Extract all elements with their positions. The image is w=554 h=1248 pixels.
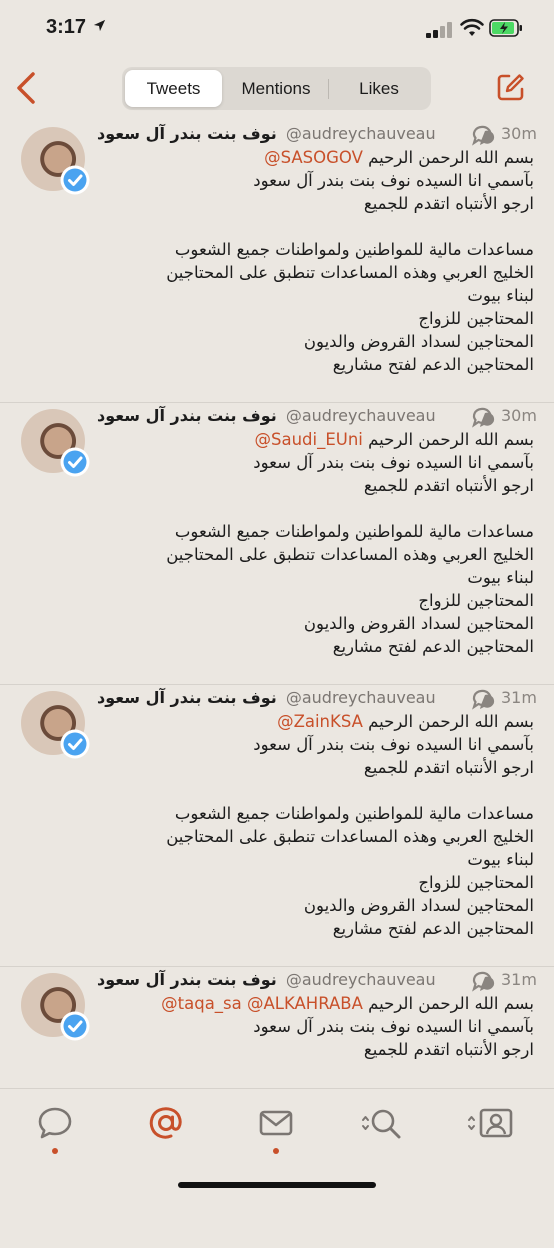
tweet-line: المحتاجين الدعم لفتح مشاريع	[332, 637, 534, 656]
tweet-cell[interactable]	[0, 402, 554, 685]
tweet-line-blank	[97, 1061, 534, 1084]
tweet-line: المحتاجين لسداد القروض والديون	[303, 896, 534, 915]
tweet-line: الخليج العربي وهذه المساعدات تنطبق على المحتاجين	[166, 263, 534, 282]
mention-at-icon[interactable]	[146, 1103, 186, 1143]
chevron-left-icon[interactable]	[12, 70, 42, 106]
tweet-feed[interactable]	[0, 120, 554, 1088]
tweet-first-line	[97, 710, 534, 733]
username: @audreychauveau	[285, 406, 436, 425]
tweet-line-blank	[97, 215, 534, 238]
tweet-line: بسم الله الرحمن الرحيم	[368, 712, 534, 731]
unread-dot	[52, 1148, 58, 1154]
tweet-line: بآسمي انا السيده نوف بنت بندر آل سعود	[253, 453, 534, 472]
compose-icon[interactable]	[496, 72, 526, 102]
tweet-line: ارجو الأنتباه اتقدم للجميع	[363, 476, 534, 495]
unread-dot	[273, 1148, 279, 1154]
mention-link[interactable]: @Saudi_EUni	[254, 430, 363, 449]
tweet-line: المحتاجين للزواج	[418, 309, 534, 328]
tweet-line: بسم الله الرحمن الرحيم	[368, 994, 534, 1013]
tweet-line: مساعدات مالية للمواطنين ولمواطنات جميع الشعوب	[174, 522, 534, 541]
home-indicator	[178, 1182, 376, 1188]
reply-bubble-icon	[471, 970, 497, 992]
reply-bubble-icon	[471, 124, 497, 146]
tweet-time: 31m	[501, 688, 537, 707]
reply-bubble-icon	[471, 688, 497, 710]
tab-mentions[interactable]: Mentions	[241, 79, 311, 98]
tweet-text	[97, 146, 534, 376]
chat-bubble-icon[interactable]	[35, 1103, 75, 1143]
mention-link[interactable]: @ZainKSA	[277, 712, 363, 731]
display-name: نوف بنت بندر آل سعود	[97, 688, 277, 707]
username: @audreychauveau	[285, 970, 436, 989]
tweet-line: المحتاجين الدعم لفتح مشاريع	[332, 355, 534, 374]
segment-divider	[328, 79, 329, 99]
reply-bubble-icon	[471, 406, 497, 428]
tweet-cell[interactable]	[0, 684, 554, 967]
username: @audreychauveau	[285, 124, 436, 143]
tweet-text	[97, 428, 534, 658]
status-bar	[0, 0, 554, 58]
tweet-text	[97, 710, 534, 940]
tweet-line: بآسمي انا السيده نوف بنت بندر آل سعود	[253, 735, 534, 754]
nav-bar	[0, 58, 554, 120]
status-time: 3:17	[46, 16, 87, 38]
tweet-line: الخليج العربي وهذه المساعدات تنطبق على المحتاجين	[166, 827, 534, 846]
tweet-line: ارجو الأنتباه اتقدم للجميع	[363, 194, 534, 213]
tweet-line: المحتاجين لسداد القروض والديون	[303, 614, 534, 633]
wifi-icon	[460, 18, 484, 38]
display-name: نوف بنت بندر آل سعود	[97, 124, 277, 143]
verified-badge-icon	[59, 728, 91, 760]
tweet-first-line	[97, 428, 534, 451]
tweet-line: مساعدات مالية للمواطنين ولمواطنات جميع الشعوب	[174, 240, 534, 259]
tweet-line: بآسمي انا السيده نوف بنت بندر آل سعود	[253, 1017, 534, 1036]
tweet-line: لبناء بيوت	[467, 568, 534, 587]
verified-badge-icon	[59, 446, 91, 478]
tweet-line: بآسمي انا السيده نوف بنت بندر آل سعود	[253, 171, 534, 190]
tweet-line: الخليج العربي وهذه المساعدات تنطبق على المحتاجين	[166, 545, 534, 564]
tweet-time: 30m	[501, 406, 537, 425]
mail-icon[interactable]	[256, 1103, 296, 1143]
battery-charging-icon	[489, 19, 523, 37]
location-arrow-icon	[92, 18, 107, 33]
tweet-line: لبناء بيوت	[467, 286, 534, 305]
tweet-time: 30m	[501, 124, 537, 143]
search-icon[interactable]	[360, 1103, 406, 1143]
tweet-line-blank	[97, 779, 534, 802]
tweet-line: ارجو الأنتباه اتقدم للجميع	[363, 758, 534, 777]
cellular-signal-icon	[426, 22, 454, 38]
tweet-first-line	[97, 146, 534, 169]
tweet-line: المحتاجين الدعم لفتح مشاريع	[332, 919, 534, 938]
timeline-segmented-control	[122, 67, 431, 110]
tweet-line: مساعدات مالية للمواطنين ولمواطنات جميع الشعوب	[174, 804, 534, 823]
mention-link[interactable]: @taqa_sa @ALKAHRABA	[161, 994, 363, 1013]
tweet-line-blank	[97, 497, 534, 520]
tweet-line: المحتاجين لسداد القروض والديون	[303, 332, 534, 351]
username: @audreychauveau	[285, 688, 436, 707]
display-name: نوف بنت بندر آل سعود	[97, 970, 277, 989]
tweet-line: بسم الله الرحمن الرحيم	[368, 148, 534, 167]
display-name: نوف بنت بندر آل سعود	[97, 406, 277, 425]
tweet-line: لبناء بيوت	[467, 850, 534, 869]
tweet-first-line	[97, 992, 534, 1015]
tab-likes[interactable]: Likes	[359, 79, 399, 98]
tab-tweets[interactable]: Tweets	[125, 70, 222, 107]
tweet-cell[interactable]	[0, 120, 554, 403]
tweet-line: ارجو الأنتباه اتقدم للجميع	[363, 1040, 534, 1059]
tweet-line: المحتاجين للزواج	[418, 591, 534, 610]
verified-badge-icon	[59, 164, 91, 196]
tweet-line: المحتاجين للزواج	[418, 873, 534, 892]
mention-link[interactable]: @SASOGOV	[264, 148, 363, 167]
tweet-line: بسم الله الرحمن الرحيم	[368, 430, 534, 449]
profile-icon[interactable]	[466, 1103, 516, 1143]
tweet-time: 31m	[501, 970, 537, 989]
verified-badge-icon	[59, 1010, 91, 1042]
